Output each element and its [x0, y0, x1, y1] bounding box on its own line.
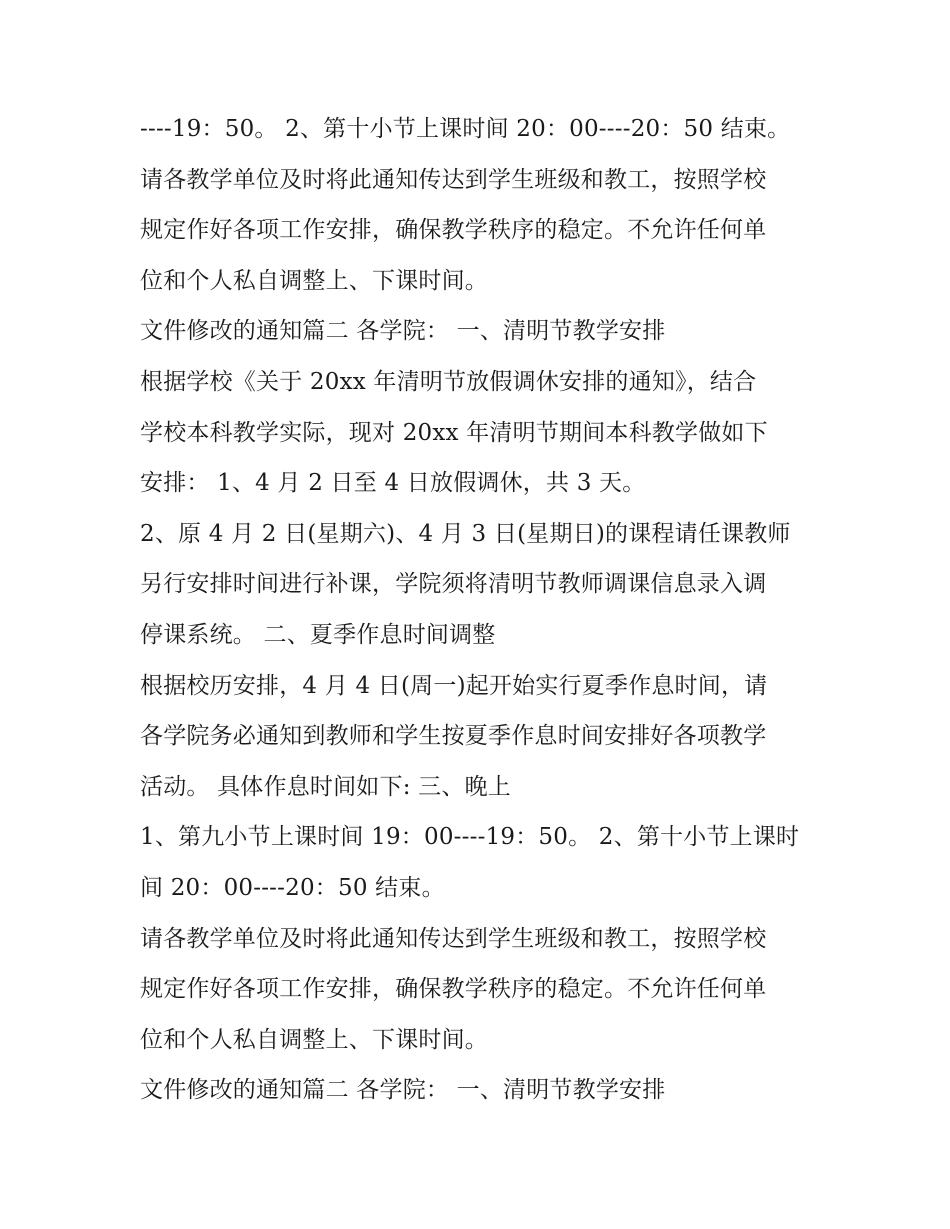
text-line-3: 规定作好各项工作安排，确保教学秩序的稳定。不允许任何单	[140, 217, 767, 244]
text-line-20: 文件修改的通知篇二 各学院： 一、清明节教学安排	[140, 1077, 666, 1104]
text-line-8: 安排： 1、4 月 2 日至 4 日放假调休，共 3 天。	[140, 470, 646, 497]
text-line-1: ----19：50。 2、第十小节上课时间 20：00----20：50 结束。	[140, 116, 791, 142]
text-line-19: 位和个人私自调整上、下课时间。	[140, 1026, 488, 1053]
text-line-11: 停课系统。 二、夏季作息时间调整	[140, 621, 496, 648]
document-body	[140, 104, 830, 1116]
text-line-17: 请各教学单位及时将此通知传达到学生班级和教工，按照学校	[140, 925, 767, 952]
text-line-18: 规定作好各项工作安排，确保教学秩序的稳定。不允许任何单	[140, 976, 767, 1003]
text-line-6: 根据学校《关于 20xx 年清明节放假调休安排的通知》，结合	[140, 368, 757, 395]
text-line-13: 各学院务必通知到教师和学生按夏季作息时间安排好各项教学	[140, 723, 767, 750]
text-line-14: 活动。 具体作息时间如下: 三、晚上	[140, 773, 511, 800]
text-line-5: 文件修改的通知篇二 各学院： 一、清明节教学安排	[140, 318, 666, 345]
text-line-7: 学校本科教学实际，现对 20xx 年清明节期间本科教学做如下	[140, 419, 768, 446]
text-line-2: 请各教学单位及时将此通知传达到学生班级和教工，按照学校	[140, 166, 767, 193]
text-line-10: 另行安排时间进行补课，学院须将清明节教师调课信息录入调	[140, 571, 767, 598]
text-line-4: 位和个人私自调整上、下课时间。	[140, 267, 488, 294]
text-line-15: 1、第九小节上课时间 19：00----19：50。 2、第十小节上课时	[140, 824, 800, 851]
text-line-16: 间 20：00----20：50 结束。	[140, 874, 445, 901]
text-line-9: 2、原 4 月 2 日(星期六)、4 月 3 日(星期日)的课程请任课教师	[140, 520, 791, 547]
text-line-12: 根据校历安排，4 月 4 日(周一)起开始实行夏季作息时间，请	[140, 672, 768, 699]
